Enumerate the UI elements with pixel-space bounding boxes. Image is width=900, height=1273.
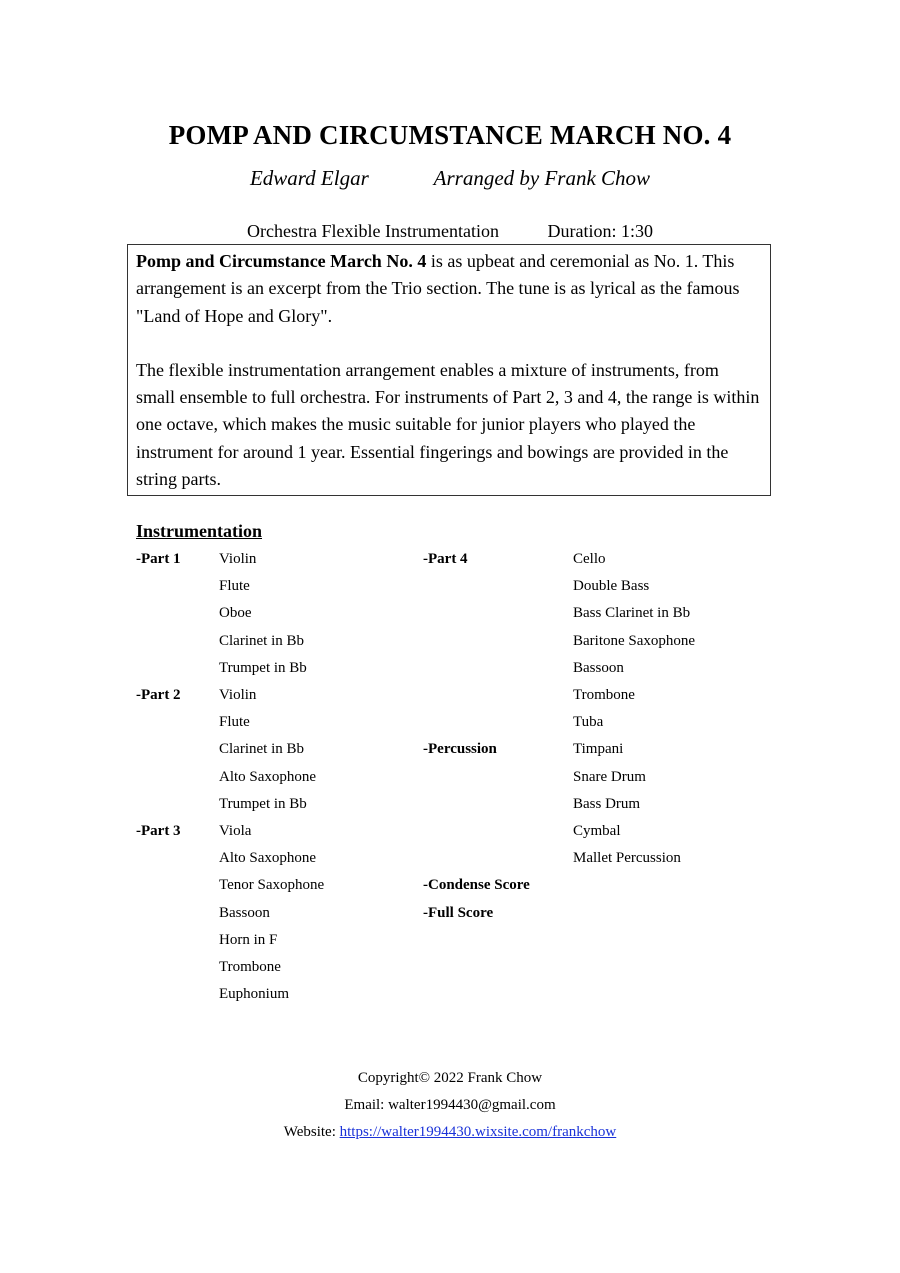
group-label: -Part 3: [136, 823, 181, 840]
instrument-item: Flute: [219, 578, 250, 595]
instrument-item: Mallet Percussion: [573, 850, 681, 867]
group-label: -Condense Score: [423, 877, 530, 894]
description-p1-text: is as upbeat and ceremonial as No. 1. This arrangement is an excerpt from the Trio section. The tune is as lyrical as the famous "Land of Hope and Glory".: [136, 251, 740, 326]
instrument-item: Timpani: [573, 741, 624, 758]
arranger-name: Arranged by Frank Chow: [433, 166, 651, 190]
instrument-group: [423, 546, 753, 736]
group-label: -Percussion: [423, 741, 497, 758]
description-piece-title: Pomp and Circumstance March No. 4: [136, 251, 427, 271]
instrument-group: [423, 736, 753, 872]
instrument-item: Clarinet in Bb: [219, 741, 304, 758]
website-label: Website:: [283, 1124, 340, 1141]
instrument-item: Violin: [219, 687, 257, 704]
description-box: [127, 244, 771, 496]
instrument-list: [219, 546, 396, 682]
instrument-list: [573, 900, 753, 927]
instrument-item: Bass Clarinet in Bb: [573, 605, 691, 622]
instrument-item: Alto Saxophone: [219, 850, 317, 867]
website-line: [0, 1119, 900, 1146]
instrument-item: Viola: [219, 823, 252, 840]
instrument-list-right: [423, 546, 753, 927]
instrument-list: [219, 818, 396, 1008]
instrument-group: [423, 900, 753, 927]
instrument-item: Violin: [219, 551, 257, 567]
instrument-item: Trombone: [573, 687, 635, 704]
group-label: -Full Score: [423, 904, 494, 921]
instrument-item: Euphonium: [219, 986, 289, 1003]
instrumentation-heading: Instrumentation: [136, 521, 263, 541]
page-title: POMP AND CIRCUMSTANCE MARCH NO. 4: [168, 120, 732, 150]
instrument-item: Flute: [219, 714, 250, 731]
instrument-item: Alto Saxophone: [219, 768, 317, 785]
instrument-item: Trombone: [219, 959, 281, 976]
instrument-item: Trumpet in Bb: [219, 795, 307, 812]
instrument-item: Bassoon: [219, 904, 270, 921]
instrument-item: Tenor Saxophone: [219, 877, 325, 894]
instrument-item: Trumpet in Bb: [219, 659, 307, 676]
instrument-item: Cello: [573, 551, 606, 567]
email-text: Email: walter1994430@gmail.com: [344, 1097, 556, 1114]
instrument-group: [136, 682, 396, 818]
instrument-item: Oboe: [219, 605, 252, 622]
instrument-list: [573, 872, 753, 899]
description-paragraph-2: The flexible instrumentation arrangement enables a mixture of instruments, from small ensemble to full orchestra. For instruments of Part 2, 3 and 4, the range is within one octave, which makes the music suitable for junior players who played the instrument for around 1 year. Essential fingerings and bowings are provided in the string parts.: [136, 359, 760, 490]
footer: [0, 1065, 900, 1147]
instrument-item: Bassoon: [573, 659, 624, 676]
description-paragraph-1: [136, 248, 762, 330]
instrument-list: [573, 736, 753, 872]
group-label: -Part 2: [136, 687, 181, 704]
instrument-item: Cymbal: [573, 823, 621, 840]
instrument-item: Double Bass: [573, 578, 650, 595]
instrument-list-left: [136, 546, 396, 1008]
instrument-group: [136, 546, 396, 682]
instrument-item: Snare Drum: [573, 768, 646, 785]
instrument-list: [219, 682, 396, 818]
instrument-group: [136, 818, 396, 1008]
credits-line: [0, 166, 900, 191]
instrument-item: Horn in F: [219, 931, 278, 948]
composer-name: Edward Elgar: [249, 166, 369, 190]
instrument-item: Clarinet in Bb: [219, 632, 304, 649]
website-link[interactable]: https://walter1994430.wixsite.com/frankchow: [339, 1124, 617, 1141]
group-label: -Part 4: [423, 551, 468, 567]
meta-line: [0, 221, 900, 242]
instrument-item: Tuba: [573, 714, 604, 731]
copyright-text: Copyright© 2022 Frank Chow: [357, 1070, 543, 1086]
group-label: -Part 1: [136, 551, 181, 567]
instrument-group: [423, 872, 753, 899]
duration: Duration: 1:30: [547, 221, 653, 241]
instrument-list: [573, 546, 753, 736]
instrumentation-type: Orchestra Flexible Instrumentation: [247, 221, 499, 241]
instrument-item: Baritone Saxophone: [573, 632, 696, 649]
instrument-item: Bass Drum: [573, 795, 641, 812]
